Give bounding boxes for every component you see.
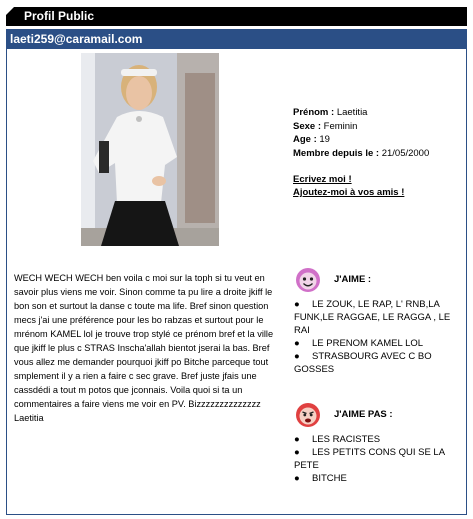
smiley-face-icon	[294, 266, 322, 294]
write-me-link[interactable]: Ecrivez moi !	[293, 174, 352, 185]
title-notch	[6, 7, 14, 15]
profile-bio: WECH WECH WECH ben voila c moi sur la toph si tu veut en savoir plus viens me voir. Sinon comme ta pu lire a droite jkiff le bon son et surtout la danse c toute ma life. Bref sinon question mecs j'ai une préférence pour les bo rabzas et surtout pour le mrénom KAMEL lol je trouve trop stylé ce prénom bref et la ville que jkiff le plus c STRAS Inscha'allah bientot jserai la bas. Bref vous allez me demander pourquoi jkiff po Bitche parceque tout smplement il y a rien a faire c sec grave. Bref juste jfais une cassdédi a tout m potos que jconnais. Voila quoi si ta un commentaires a faire viens me voir en PV. Bizzzzzzzzzzzzzz Laetitia	[14, 273, 274, 423]
profile-links	[293, 173, 465, 199]
profile-photo	[81, 53, 219, 246]
angry-face-icon	[294, 401, 322, 429]
list-item: ● LES RACISTES	[294, 434, 381, 445]
info-sexe: Sexe : Feminin	[293, 120, 358, 132]
email-bar	[6, 29, 467, 49]
list-item: ● BITCHE	[294, 473, 347, 484]
list-item: ● LES PETITS CONS QUI SE LA PETE	[294, 447, 445, 471]
dislikes-label: J'AIME PAS :	[334, 409, 393, 420]
profile-frame	[6, 7, 467, 515]
likes-label: J'AIME :	[334, 274, 372, 285]
list-item: ● STRASBOURG AVEC C BO GOSSES	[294, 351, 432, 375]
list-item: ● LE ZOUK, LE RAP, L' RNB,LA FUNK,LE RAGGAE, LE RAGGA , LE RAI	[294, 299, 451, 336]
profile-info	[293, 106, 465, 160]
dislikes-list	[294, 433, 464, 485]
likes-list	[294, 298, 464, 376]
likes-header	[294, 266, 466, 294]
info-age: Age : 19	[293, 134, 330, 145]
info-membre: Membre depuis le : 21/05/2000	[293, 147, 430, 159]
user-email: laeti259@caramail.com	[10, 32, 143, 46]
title-bar	[6, 7, 467, 26]
page-title: Profil Public	[24, 9, 95, 23]
profile-panel	[6, 49, 467, 515]
photo-image	[81, 53, 219, 246]
info-prenom: Prénom : Laetitia	[293, 107, 368, 118]
dislikes-header	[294, 401, 466, 429]
list-item: ● LE PRENOM KAMEL LOL	[294, 338, 424, 349]
add-friend-link[interactable]: Ajoutez-moi à vos amis !	[293, 187, 405, 198]
